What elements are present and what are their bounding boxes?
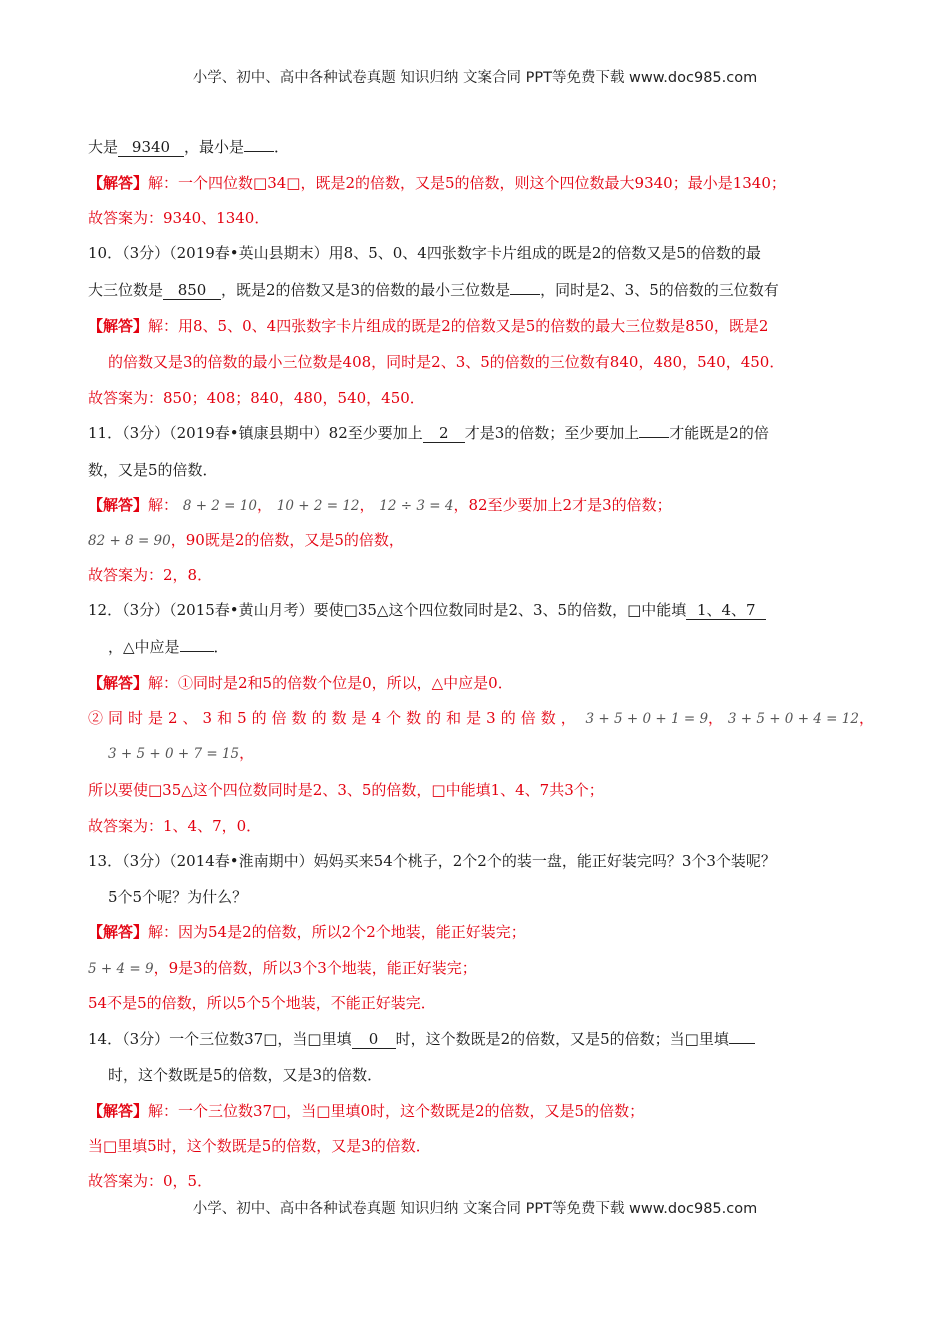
q14-blank1: 0 (352, 1030, 396, 1049)
q11-line1: 11．（3分）（2019春•镇康县期中）82至少要加上 2 才是3的倍数；至少要加上 才能既是2的倍 (88, 424, 769, 442)
q10-blank1: 850 (163, 281, 221, 300)
q13-answer-line3: 54不是5的倍数，所以5个5个地装，不能正好装完． (88, 994, 436, 1012)
q9-line1: 大是 9340 ，最小是 ． (88, 138, 290, 156)
q11-answer-line1: 【解答】解： 8 + 2 = 10， 10 + 2 = 12， 12 ÷ 3 = 4，82至少要加上2才是3的倍数； (88, 496, 672, 514)
q14-answer-line2: 当□里填5时，这个数既是5的倍数，又是3的倍数． (88, 1137, 431, 1155)
q11-answer-line3: 故答案为：2，8． (88, 566, 213, 584)
q10-line2: 大三位数是 850 ，既是2的倍数又是3的倍数的最小三位数是 ，同时是2、3、5的倍数的三位数有 (88, 281, 779, 299)
q14-answer-line1: 【解答】解：一个三位数37□，当□里填0时，这个数既是2的倍数，又是5的倍数； (88, 1102, 645, 1120)
math-expression: 3 + 5 + 0 + 7 = 15 (108, 746, 240, 762)
q13-line1: 13．（3分）（2014春•淮南期中）妈妈买来54个桃子，2个2个的装一盘，能正好装完吗？3个3个装呢？ (88, 852, 776, 870)
q10-blank2 (510, 294, 540, 295)
q13-answer-line2: 5 + 4 = 9，9是3的倍数，所以3个3个地装，能正好装完； (88, 959, 477, 977)
q12-line2: ，△中应是 ． (108, 638, 229, 656)
q12-answer-line1: 【解答】解：①同时是2和5的倍数个位是0，所以，△中应是0． (88, 674, 513, 692)
q9-answer-line2: 故答案为：9340、1340． (88, 209, 270, 227)
page-header: 小学、初中、高中各种试卷真题 知识归纳 文案合同 PPT等免费下载 www.doc985.com (192, 70, 758, 86)
answer-tag: 【解答】 (88, 174, 149, 192)
q13-answer-line1: 【解答】解：因为54是2的倍数，所以2个2个地装，能正好装完； (88, 923, 526, 941)
q14-line1: 14．（3分）一个三位数37□，当□里填 0 时，这个数既是2的倍数，又是5的倍数；当□里填 (88, 1028, 755, 1050)
q10-answer-line3: 故答案为：850；408；840，480，540，450． (88, 389, 425, 407)
q10-line1: 10．（3分）（2019春•英山县期末）用8、5、0、4四张数字卡片组成的既是2的倍数又是5的倍数的最 (88, 244, 761, 262)
q12-line1: 12．（3分）（2015春•黄山月考）要使□35△这个四位数同时是2、3、5的倍数，□中能填 1、4、7 (88, 599, 766, 621)
q11-line2: 数，又是5的倍数． (88, 461, 218, 479)
q9-blank1: 9340 (118, 138, 184, 157)
math-expression: 8 + 2 = 10 (182, 498, 257, 514)
q11-answer-line2: 82 + 8 = 90，90既是2的倍数，又是5的倍数， (88, 531, 404, 549)
q12-blank1: 1、4、7 (686, 601, 766, 620)
q14-line2: 时，这个数既是5的倍数，又是3的倍数． (108, 1066, 383, 1084)
q14-answer-line3: 故答案为：0，5． (88, 1172, 213, 1190)
math-expression: 10 + 2 = 12 (276, 498, 360, 514)
page-footer: 小学、初中、高中各种试卷真题 知识归纳 文案合同 PPT等免费下载 www.doc985.com (192, 1201, 758, 1217)
q10-answer-line1: 【解答】解：用8、5、0、4四张数字卡片组成的既是2的倍数又是5的倍数的最大三位数是850，既是2 (88, 317, 769, 335)
q11-blank2 (639, 437, 669, 438)
q14-blank2 (729, 1043, 755, 1044)
math-expression: 82 + 8 = 90 (88, 533, 171, 549)
q9-blank2 (244, 151, 274, 152)
math-expression: 3 + 5 + 0 + 1 = 9 (585, 711, 709, 727)
q9-answer-line1: 【解答】解：一个四位数□34□，既是2的倍数，又是5的倍数，则这个四位数最大9340；最小是1340； (88, 174, 786, 192)
q10-answer-line2: 的倍数又是3的倍数的最小三位数是408，同时是2、3、5的倍数的三位数有840，480，540，450． (108, 353, 785, 371)
math-expression: 5 + 4 = 9 (88, 961, 154, 977)
q12-answer-line3: 3 + 5 + 0 + 7 = 15， (108, 744, 255, 762)
q12-answer-line2: ②同时是2、3和5的倍数的数是4个数的和是3的倍数， 3 + 5 + 0 + 1 = 9， 3 + 5 + 0 + 4 = 12， (88, 709, 874, 727)
q12-blank2 (180, 651, 214, 652)
math-expression: 12 ÷ 3 = 4 (379, 498, 454, 514)
q12-answer-line4: 所以要使□35△这个四位数同时是2、3、5的倍数，□中能填1、4、7共3个； (88, 781, 604, 799)
math-expression: 3 + 5 + 0 + 4 = 12 (727, 711, 859, 727)
q11-blank1: 2 (423, 424, 465, 443)
q12-answer-line5: 故答案为：1、4、7，0． (88, 817, 262, 835)
q13-line2: 5个5个呢？为什么？ (108, 888, 248, 906)
